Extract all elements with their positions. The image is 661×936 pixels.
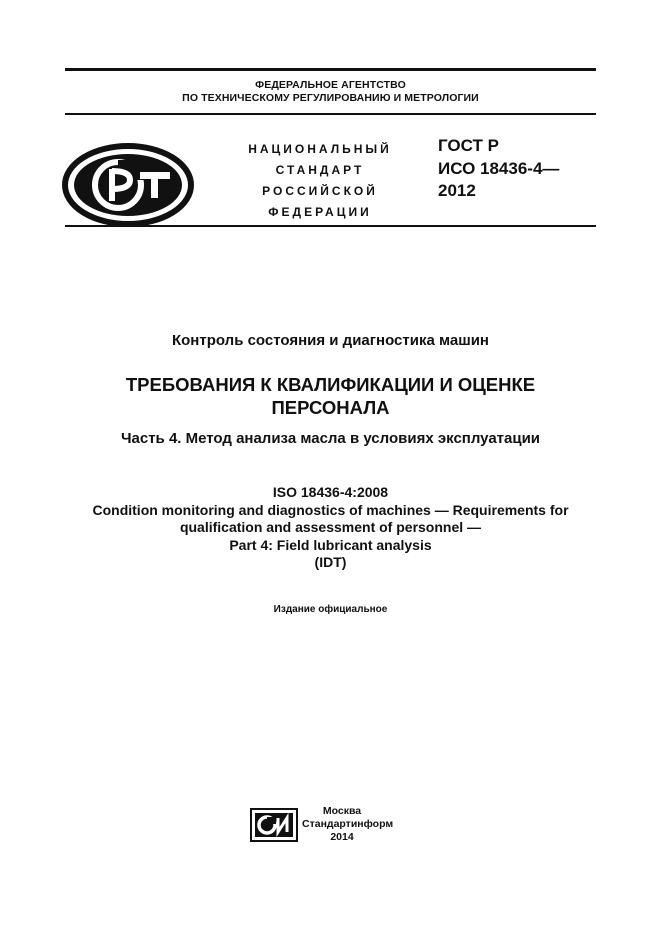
top-rule [65,68,596,71]
gost-line-1: ГОСТ Р [438,136,499,155]
publisher-city: Москва [322,805,362,817]
national-standard-label [232,139,408,223]
main-title-line-2: ПЕРСОНАЛА [271,397,390,418]
gost-line-2: ИСО 18436-4— [438,158,560,178]
iso-line-4: Part 4: Field lubricant analysis [229,536,432,553]
standard-block-rule [65,225,596,227]
edition-note: Издание официальное [273,604,388,615]
agency-line-1: ФЕДЕРАЛЬНОЕ АГЕНТСТВО [255,79,406,91]
gost-number [438,135,598,203]
general-title: Контроль состояния и диагностика машин [171,332,489,349]
iso-line-1: ISO 18436-4:2008 [272,484,389,500]
publisher-year: 2014 [330,831,354,843]
main-title-line-1: ТРЕБОВАНИЯ К КВАЛИФИКАЦИИ И ОЦЕНКЕ [125,374,536,395]
part-title: Часть 4. Метод анализа масла в условиях эксплуатации [120,430,541,447]
agency-line-2: ПО ТЕХНИЧЕСКОМУ РЕГУЛИРОВАНИЮ И МЕТРОЛОГИИ [182,92,479,104]
header-rule [65,113,596,115]
publisher-name: Стандартинформ [302,818,394,830]
gost-line-3: 2012 [438,181,476,200]
iso-line-2: Condition monitoring and diagnostics of machines — Requirements for [92,501,569,518]
main-title [40,373,621,419]
publisher-info [302,805,394,844]
national-line-4: ФЕДЕРАЦИИ [268,205,372,219]
iso-line-3: qualification and assessment of personnel — [179,519,482,535]
iso-line-5: (IDT) [314,554,347,570]
iso-reference [40,484,621,572]
standartinform-logo-icon [250,808,298,842]
agency-name [65,79,596,105]
national-line-2: СТАНДАРТ [275,163,365,177]
national-line-1: НАЦИОНАЛЬНЫЙ [248,142,392,156]
national-line-3: РОССИЙСКОЙ [262,184,378,198]
rst-logo-icon [62,143,194,227]
